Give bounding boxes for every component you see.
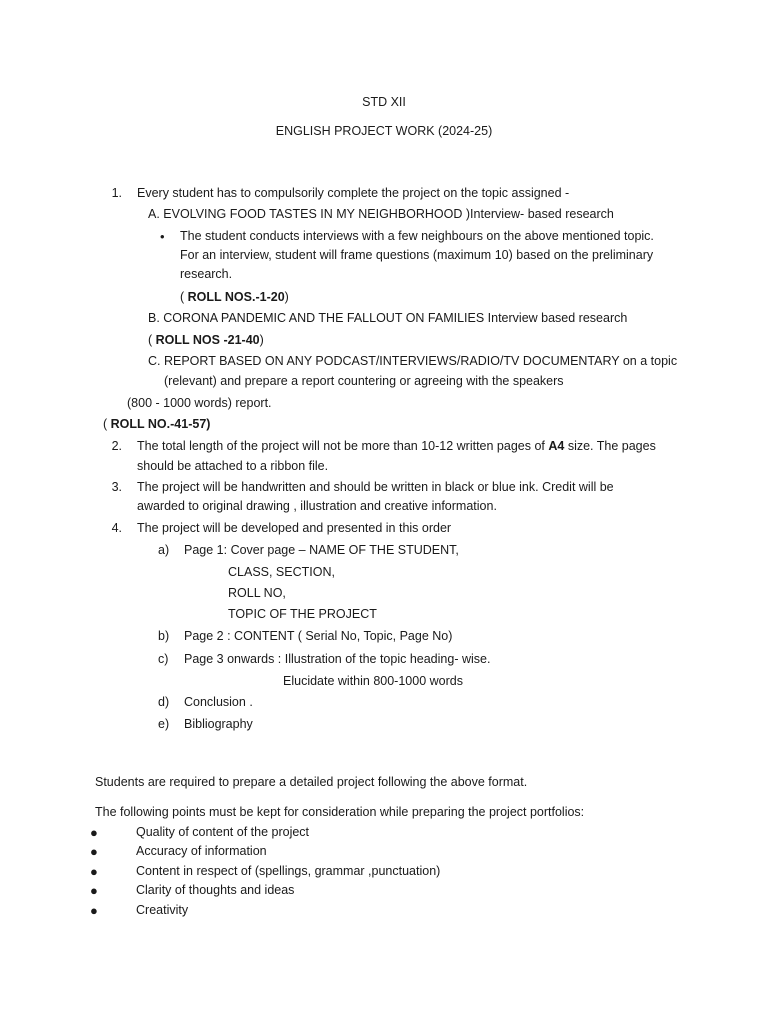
item-4-text: The project will be developed and presented in this order [137,521,452,535]
bullet-icon: • [160,229,165,244]
consideration-item: Clarity of thoughts and ideas [136,883,295,897]
page-title: ENGLISH PROJECT WORK (2024-25) [275,124,493,138]
item-number-3: 3. [111,480,122,494]
roll-range: ROLL NOS -21-40 [155,333,260,347]
item-3-line: awarded to original drawing , illustration and creative information. [137,499,497,513]
item-1-text: Every student has to compulsorily complete the project on the topic assigned - [137,186,570,200]
item-2-bold: A4 [548,439,565,453]
subitem-c-text: Page 3 onwards : Illustration of the topic heading- wise. [184,652,491,666]
subitem-a-text: Page 1: Cover page – NAME OF THE STUDENT, [184,543,459,557]
subitem-marker: c) [158,652,169,666]
considerations-intro: The following points must be kept for consideration while preparing the project portfolios: [95,805,585,819]
item-2-text: size. The pages [564,439,656,453]
item-2-line: should be attached to a ribbon file. [137,459,329,473]
roll-close: ) [259,333,264,347]
roll-open: ( [148,333,156,347]
topic-b-roll-numbers [148,331,264,350]
consideration-item: Accuracy of information [136,844,267,858]
consideration-item: Quality of content of the project [136,825,310,839]
item-number-4: 4. [111,521,122,535]
topic-a-bullet-line: research. [180,267,233,281]
topic-a-label: A. EVOLVING FOOD TASTES IN MY NEIGHBORHOOD )Interview- based research [148,207,614,221]
subitem-a-extra: ROLL NO, [228,586,286,600]
subitem-d-text: Conclusion . [184,695,253,709]
subitem-e-text: Bibliography [184,717,253,731]
bullet-icon: ● [90,864,98,879]
item-number-1: 1. [111,186,122,200]
bullet-icon: ● [90,825,98,840]
subitem-marker: b) [158,629,170,643]
topic-c-line: C. REPORT BASED ON ANY PODCAST/INTERVIEWS/RADIO/TV DOCUMENTARY on a topic [148,354,678,368]
consideration-item: Creativity [136,903,189,917]
subitem-marker: a) [158,543,170,557]
roll-open: ( [180,290,188,304]
consideration-item: Content in respect of (spellings, grammar ,punctuation) [136,864,441,878]
item-2-line [137,437,656,456]
bullet-icon: ● [90,903,98,918]
item-number-2: 2. [111,439,122,453]
roll-open: ( [103,417,111,431]
roll-range: ROLL NOS.-1-20 [187,290,285,304]
item-3-line: The project will be handwritten and should be written in black or blue ink. Credit will be [137,480,614,494]
topic-c-roll-numbers [103,415,210,434]
topic-a-roll-numbers [180,288,289,307]
roll-range: ROLL NO.-41-57) [110,417,211,431]
subitem-marker: d) [158,695,170,709]
closing-paragraph: Students are required to prepare a detailed project following the above format. [95,775,528,789]
topic-a-bullet-line: For an interview, student will frame questions (maximum 10) based on the preliminary [180,248,654,262]
bullet-icon: ● [90,883,98,898]
item-2-text: The total length of the project will not be more than 10-12 written pages of [137,439,549,453]
topic-c-line: (relevant) and prepare a report countering or agreeing with the speakers [164,374,564,388]
roll-close: ) [284,290,289,304]
topic-a-bullet-line: The student conducts interviews with a few neighbours on the above mentioned topic. [180,229,654,243]
topic-c-line: (800 - 1000 words) report. [127,396,272,410]
subitem-a-extra: TOPIC OF THE PROJECT [228,607,377,621]
subitem-marker: e) [158,717,170,731]
subitem-c-extra: Elucidate within 800-1000 words [283,674,463,688]
topic-b-label: B. CORONA PANDEMIC AND THE FALLOUT ON FAMILIES Interview based research [148,311,628,325]
subitem-b-text: Page 2 : CONTENT ( Serial No, Topic, Page No) [184,629,453,643]
subitem-a-extra: CLASS, SECTION, [228,565,335,579]
bullet-icon: ● [90,844,98,859]
class-heading: STD XII [362,95,406,109]
